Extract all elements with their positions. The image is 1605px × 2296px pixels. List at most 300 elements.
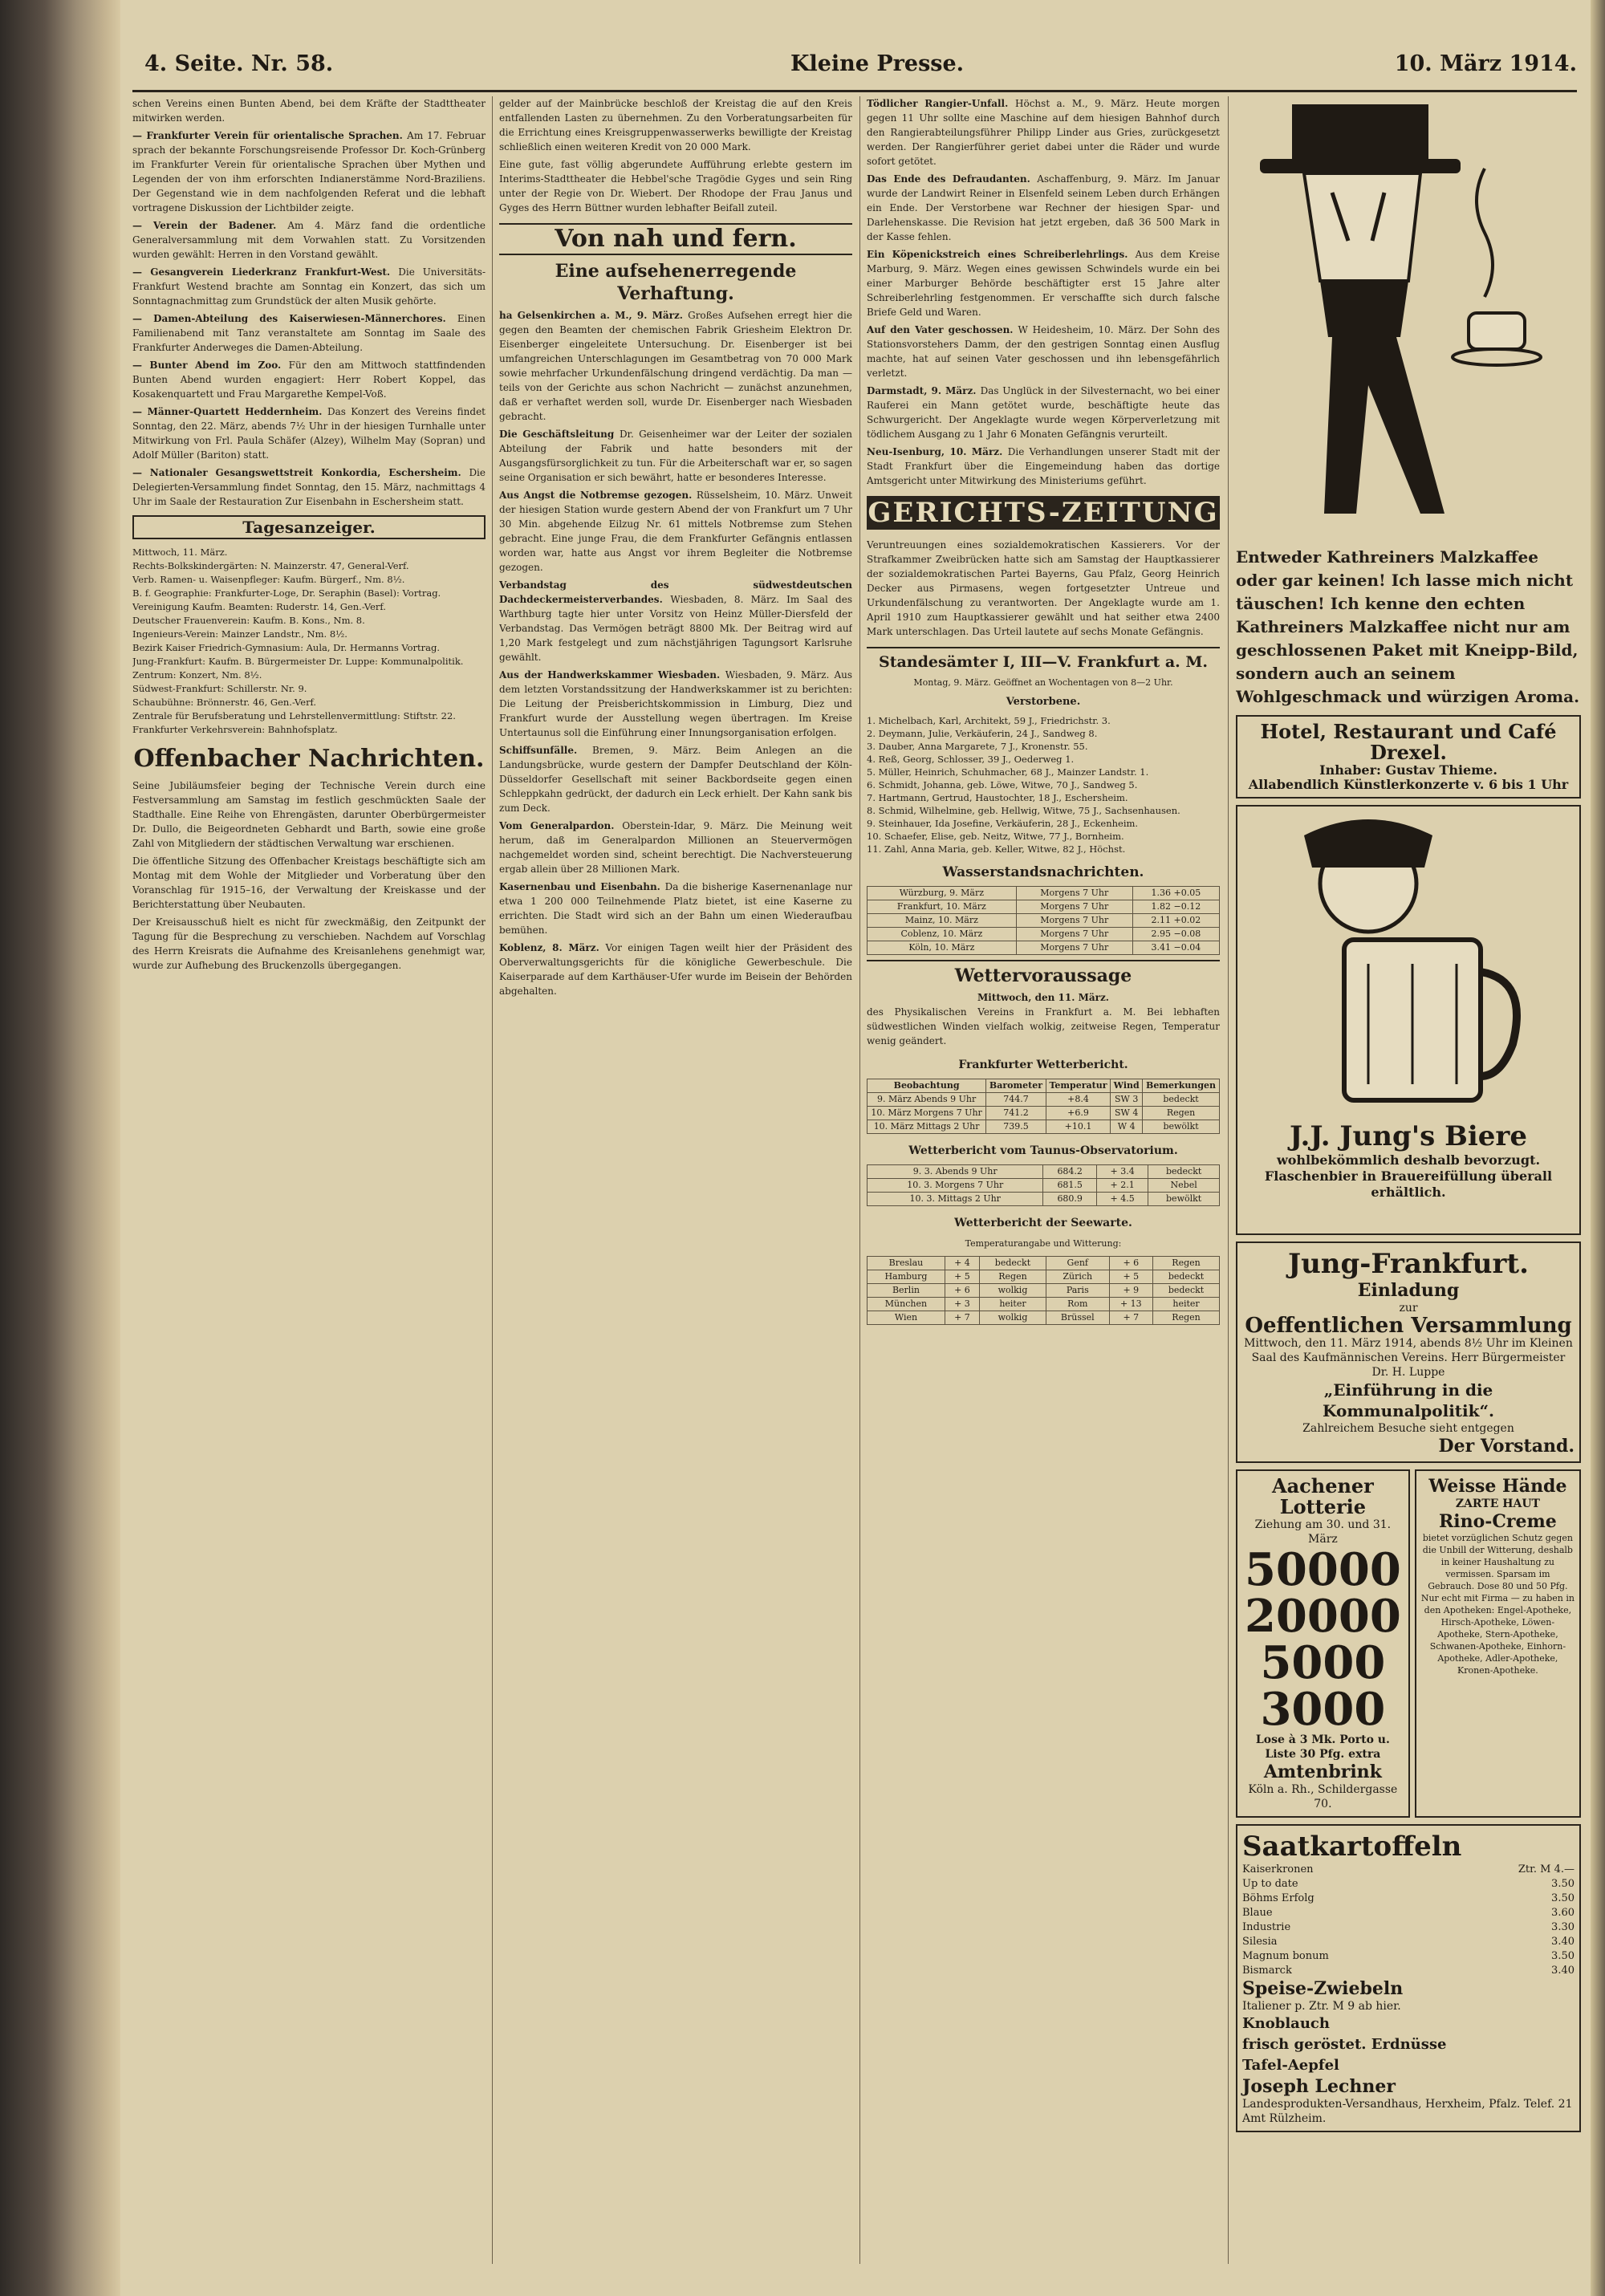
lechner-name: Joseph Lechner bbox=[1242, 2076, 1396, 2097]
article-text: Für den am Mittwoch stattfindenden Bunten Abend wurden engagiert: Herr Robert Koppel, das Kosakenquartett und Frau Margarethe Kempel-Voß. bbox=[132, 360, 486, 400]
article bbox=[499, 880, 852, 937]
wettervoraussage-heading: Wettervoraussage bbox=[867, 960, 1220, 987]
article-lead: Ein Köpenickstreich eines Schreiberlehrlings. bbox=[867, 249, 1136, 260]
death-entry: 2. Deymann, Julie, Verkäuferin, 24 J., Sandweg 8. bbox=[867, 728, 1098, 739]
table-cell: Regen bbox=[1153, 1257, 1220, 1270]
offenbach-heading: Offenbacher Nachrichten. bbox=[133, 745, 485, 773]
table-cell: +6.9 bbox=[1046, 1107, 1111, 1120]
table-cell: Coblenz, 10. März bbox=[868, 928, 1017, 941]
wasserstand-table bbox=[867, 886, 1220, 955]
newspaper-page bbox=[120, 0, 1591, 2296]
article-text: Aschaffenburg, 9. März. Im Januar wurde der Landwirt Reiner in Elsenfeld seinem Leben durch Erhängen ein Ende. Der Verstorbene war Rechner der hiesigen Spar- und Darlehenskasse. Die Revision hat jetzt ergeben, daß 36 500 Mark in der Kasse fehlen. bbox=[867, 173, 1220, 242]
article-lead: — Gesangverein Liederkranz Frankfurt-West. bbox=[132, 266, 399, 278]
table-cell: + 9 bbox=[1109, 1284, 1152, 1298]
article bbox=[132, 358, 486, 401]
column-intro: gelder auf der Mainbrücke beschloß der Kreistag die auf den Kreis entfallenden Lasten zu übernehmen. Zu den Vorberatungsarbeiten für die Errichtung eines Kreisgruppenwasserwerks bewilligte der Kreistag schließlich einen weiteren Kredit von 20 000 Mark. bbox=[499, 98, 852, 152]
jung-frankfurt-sign: Der Vorstand. bbox=[1438, 1436, 1575, 1457]
article-lead: Koblenz, 8. März. bbox=[499, 942, 606, 953]
rino-pharmacies: Nur echt mit Firma — zu haben in den Apotheken: Engel-Apotheke, Hirsch-Apotheke, Löwen-Apotheke, Stern-Apotheke, Schwanen-Apotheke, Einhorn-Apotheke, Adler-Apotheke, Kronen-Apotheke. bbox=[1420, 1593, 1575, 1676]
table-cell: bedeckt bbox=[1153, 1284, 1220, 1298]
saat-variety: Magnum bonum bbox=[1242, 1950, 1329, 1962]
court-report: Veruntreuungen eines sozialdemokratischen Kassierers. Vor der Strafkammer Zweibrücken hatte sich am Samstag der Hauptkassierer der sozialdemokratischen Partei Bayerns, Gau Pfalz, Georg Heinrich Decker aus Pirmasens, wegen fortgesetzter Untreue und Urkundenfälschung zu verantworten. Der Angeklagte wurde am 1. April 1910 zum Hauptkassierer gewählt und hat seither etwa 2400 Mark unterschlagen. Das Urteil lautete auf sechs Monate Gefängnis. bbox=[867, 539, 1220, 637]
section-heading: Von nah und fern. bbox=[499, 223, 852, 255]
saat-price: 3.40 bbox=[1551, 1936, 1575, 1948]
article bbox=[867, 384, 1220, 441]
jung-frankfurt-meeting: Oeffentlichen Versammlung bbox=[1245, 1314, 1572, 1338]
table-header-row bbox=[868, 1079, 1220, 1093]
seewarte-row bbox=[868, 1257, 1220, 1270]
top-hat-figure-icon bbox=[1236, 96, 1581, 546]
aachen-lose: Lose à 3 Mk. Porto u. Liste 30 Pfg. extra bbox=[1255, 1733, 1390, 1761]
regional-news-list bbox=[499, 308, 852, 998]
article-lead: Das Ende des Defraudanten. bbox=[867, 173, 1038, 185]
article-text: Einen Familienabend mit Tanz veranstaltete am Sonntag im Saale des Frankfurter Anderweges die Damen-Abteilung. bbox=[132, 313, 486, 353]
article-lead: Tödlicher Rangier-Unfall. bbox=[867, 98, 1016, 109]
article-lead: Die Geschäftsleitung bbox=[499, 429, 620, 440]
death-entry: 8. Schmid, Wilhelmine, geb. Hellwig, Witwe, 75 J., Sachsenhausen. bbox=[867, 805, 1180, 816]
article bbox=[132, 404, 486, 462]
jung-frankfurt-title: Jung-Frankfurt. bbox=[1288, 1248, 1529, 1280]
zwiebel-title: Speise-Zwiebeln bbox=[1242, 1978, 1404, 1999]
weather-row bbox=[868, 1093, 1220, 1107]
article-lead: Vom Generalpardon. bbox=[499, 820, 623, 831]
seewarte-heading: Wetterbericht der Seewarte. bbox=[954, 1217, 1132, 1229]
table-cell: Köln, 10. März bbox=[868, 941, 1017, 955]
verstorbene-label: Verstorbene. bbox=[1006, 696, 1081, 708]
table-cell: + 6 bbox=[945, 1284, 979, 1298]
table-cell: 681.5 bbox=[1043, 1179, 1097, 1193]
table-cell: 10. 3. Morgens 7 Uhr bbox=[868, 1179, 1043, 1193]
jung-frankfurt-topic: „Einführung in die Kommunalpolitik“. bbox=[1323, 1380, 1494, 1420]
seewarte-subheading: Temperaturangabe und Witterung: bbox=[965, 1238, 1122, 1249]
saat-row bbox=[1242, 1935, 1575, 1949]
table-cell: 741.2 bbox=[986, 1107, 1046, 1120]
weather-row bbox=[868, 1120, 1220, 1134]
death-entry: 6. Schmidt, Johanna, geb. Löwe, Witwe, 70 J., Sandweg 5. bbox=[867, 779, 1138, 790]
article-lead: ha Gelsenkirchen a. M., 9. März. bbox=[499, 310, 689, 321]
table-cell: bewölkt bbox=[1148, 1193, 1220, 1206]
table-cell: + 13 bbox=[1109, 1298, 1152, 1311]
article-text: Das Unglück in der Silvesternacht, wo bei einer Rauferei ein Mann getötet wurde, beschäftigte heute das Schwurgericht. Der Angeklagte wurde wegen Körperverletzung mit tödlichem Ausgang zu 1 Jahr 6 Monaten Gefängnis verurteilt. bbox=[867, 385, 1220, 440]
table-cell: Morgens 7 Uhr bbox=[1016, 914, 1132, 928]
taunus-heading: Wetterbericht vom Taunus-Observatorium. bbox=[908, 1144, 1178, 1157]
table-cell: 2.11 +0.02 bbox=[1132, 914, 1219, 928]
rino-brand: Rino-Creme bbox=[1438, 1511, 1557, 1532]
article bbox=[499, 308, 852, 424]
saat-row bbox=[1242, 1892, 1575, 1906]
jung-frankfurt-zur: zur bbox=[1399, 1302, 1418, 1315]
table-cell: 9. März Abends 9 Uhr bbox=[868, 1093, 986, 1107]
saat-variety: Kaiserkronen bbox=[1242, 1863, 1314, 1875]
saat-row bbox=[1242, 1920, 1575, 1935]
table-cell: 739.5 bbox=[986, 1120, 1046, 1134]
article-text: Die Verhandlungen unserer Stadt mit der Stadt Frankfurt über die Eingemeindung haben das dortige Amtsgericht unter Mitwirkung des Ministeriums geführt. bbox=[867, 446, 1220, 486]
article-lead: — Verein der Badener. bbox=[132, 220, 288, 231]
aachen-prize: 50000 bbox=[1244, 1543, 1401, 1596]
lechner-text: Landesprodukten-Versandhaus, Herxheim, Pfalz. Telef. 21 Amt Rülzheim. bbox=[1242, 2098, 1573, 2125]
saat-price: Ztr. M 4.— bbox=[1518, 1863, 1575, 1875]
table-cell: +8.4 bbox=[1046, 1093, 1111, 1107]
offenbach-paragraph: Seine Jubiläumsfeier beging der Technische Verein durch eine Festversammlung am Samstag im festlich geschmückten Saale der Stadthalle. Eine Reihe von Ehrengästen, darunter Oberbürgermeister Dr. Dullo, die Beigeordneten Gebhardt und Barth, sowie eine große Zahl von Mitgliedern der städtischen Verwaltung war erschienen. bbox=[132, 780, 486, 849]
article-lead: — Bunter Abend im Zoo. bbox=[132, 360, 289, 371]
article bbox=[499, 427, 852, 485]
aachen-lottery-ad bbox=[1236, 1469, 1410, 1818]
newspaper-title: Kleine Presse. bbox=[790, 51, 965, 76]
seewarte-row bbox=[868, 1311, 1220, 1325]
taunus-row bbox=[868, 1165, 1220, 1179]
saat-variety: Böhms Erfolg bbox=[1242, 1892, 1314, 1904]
table-cell: Berlin bbox=[868, 1284, 945, 1298]
table-cell: Rom bbox=[1046, 1298, 1109, 1311]
table-cell: 9. 3. Abends 9 Uhr bbox=[868, 1165, 1043, 1179]
tagesanzeiger-entry: Frankfurter Verkehrsverein: Bahnhofsplatz. bbox=[132, 724, 338, 735]
death-entry: 11. Zahl, Anna Maria, geb. Keller, Witwe, 82 J., Höchst. bbox=[867, 843, 1126, 855]
article bbox=[132, 265, 486, 308]
article-text: Höchst a. M., 9. März. Heute morgen gegen 11 Uhr sollte eine Maschine auf dem hiesigen Bahnhof durch den Rangierabteilungsführer Philipp Linder aus Gries, zurückgesetzt werden. Der Rangierführer geriet dabei unter die Räder und wurde sofort getötet. bbox=[867, 98, 1220, 167]
death-entry: 9. Steinhauer, Ida Josefine, Verkäuferin, 28 J., Eckenheim. bbox=[867, 818, 1139, 829]
article-lead: Verbandstag des südwestdeutschen Dachdeckermeisterverbandes. bbox=[499, 579, 852, 605]
saat-row bbox=[1242, 1863, 1575, 1877]
wasserstand-row bbox=[868, 900, 1220, 914]
jung-beer-title: J.J. Jung's Biere bbox=[1290, 1120, 1527, 1152]
article-text: Am 4. März fand die ordentliche Generalversammlung mit dem Vorwahlen statt. Zu Vorsitzenden wurden gewählt: Herren in den Vorstand gewählt. bbox=[132, 220, 486, 260]
tagesanzeiger-entry: Schaubühne: Brönnerstr. 46, Gen.-Verf. bbox=[132, 697, 317, 708]
article-lead: — Damen-Abteilung des Kaiserwiesen-Männerchores. bbox=[132, 313, 457, 324]
tagesanzeiger-entry: Zentrale für Berufsberatung und Lehrstellenvermittlung: Stiftstr. 22. bbox=[132, 710, 456, 721]
table-cell: heiter bbox=[980, 1298, 1046, 1311]
taunus-row bbox=[868, 1179, 1220, 1193]
article bbox=[132, 465, 486, 509]
article bbox=[867, 96, 1220, 169]
article bbox=[132, 311, 486, 355]
table-header-cell: Temperatur bbox=[1046, 1079, 1111, 1093]
column-divider bbox=[1228, 96, 1229, 2264]
tagesanzeiger-entry: B. f. Geographie: Frankfurter-Loge, Dr. Seraphin (Basel): Vortrag. bbox=[132, 587, 441, 599]
article-lead: — Männer-Quartett Heddernheim. bbox=[132, 406, 328, 417]
table-cell: bedeckt bbox=[1153, 1270, 1220, 1284]
wasserstand-row bbox=[868, 887, 1220, 900]
rino-subtitle: ZARTE HAUT bbox=[1455, 1497, 1540, 1510]
aachen-prize: 20000 bbox=[1244, 1590, 1401, 1643]
article-text: Das Konzert des Vereins findet Sonntag, den 22. März, abends 7½ Uhr in der hiesigen Turnhalle unter Mitwirkung von Frl. Paula Schäfer (Alzey), Wilhelm May (Sopran) und Adolf Müller (Bariton) statt. bbox=[132, 406, 486, 461]
page-number: 4. Seite. Nr. 58. bbox=[144, 51, 334, 76]
saat-title: Saatkartoffeln bbox=[1242, 1831, 1462, 1863]
masthead bbox=[132, 50, 1577, 82]
table-cell: Morgens 7 Uhr bbox=[1016, 928, 1132, 941]
jung-frankfurt-note: Zahlreichem Besuche sieht entgegen bbox=[1302, 1422, 1514, 1435]
table-cell: 744.7 bbox=[986, 1093, 1046, 1107]
tagesanzeiger-entry: Südwest-Frankfurt: Schillerstr. Nr. 9. bbox=[132, 683, 307, 694]
table-header-cell: Beobachtung bbox=[868, 1079, 986, 1093]
article-text: Die Universitäts-Frankfurt Westend brachte am Sonntag ein Konzert, das sich um Sonntagnachmittag zum Grundstück der alten Musik gehörte. bbox=[132, 266, 486, 307]
tafel-label: Tafel-Aepfel bbox=[1242, 2057, 1339, 2074]
death-entry: 4. Reß, Georg, Schlosser, 39 J., Oederweg 1. bbox=[867, 754, 1075, 765]
hotel-drexel-concerts: Allabendlich Künstlerkonzerte v. 6 bis 1 Uhr bbox=[1248, 777, 1569, 792]
article-lead: Schiffsunfälle. bbox=[499, 745, 593, 756]
jung-frankfurt-invitation: Einladung bbox=[1357, 1280, 1460, 1301]
offenbach-paragraph: Die öffentliche Sitzung des Offenbacher Kreistags beschäftigte sich am Montag mit dem Wohle der Mitglieder und Vorberatung über den Voranschlag für 1915–16, der Verwaltung der Kreiskasse und der Berichterstattung über Neubauten. bbox=[132, 855, 486, 910]
article-heading: Eine aufsehenerregende Verhaftung. bbox=[555, 261, 797, 304]
rino-creme-ad bbox=[1415, 1469, 1581, 1818]
article bbox=[499, 941, 852, 998]
table-cell: Genf bbox=[1046, 1257, 1109, 1270]
article-text: Rüsselsheim, 10. März. Unweit der hiesigen Station wurde gestern Abend der von Frankfurt um 7 Uhr 30 Min. abgehende Eilzug Nr. 61 mittels Notbremse zum Stehen gebracht. Eine junge Frau, die dem Frankfurter Gefängnis entlassen worden war, hatte aus Angst vor ihrem Begleiter die Notbremse gezogen. bbox=[499, 490, 852, 573]
tagesanzeiger-entry: Jung-Frankfurt: Kaufm. B. Bürgermeister Dr. Luppe: Kommunalpolitik. bbox=[132, 656, 464, 667]
local-news-list bbox=[132, 128, 486, 509]
article-text: Großes Aufsehen erregt hier die gegen den Beamten der chemischen Fabrik Griesheim Elektron Dr. Eisenberger eingeleitete Untersuchung. Dr. Eisenberger ist bei umfangreichen Unterschlagungen im Gesamtbetrag von 70 000 Mark sowie mehrfacher Urkundenfälschung dringend verdächtig. Da man — teils von der Gerichte aus schon Nachricht — zunächst anzunehmen, daß er verhaftet werden soll, wurde Dr. Eisenberger nach Wiesbaden gebracht. bbox=[499, 310, 852, 422]
article bbox=[867, 247, 1220, 319]
table-cell: 1.82 −0.12 bbox=[1132, 900, 1219, 914]
table-header-cell: Barometer bbox=[986, 1079, 1046, 1093]
weather-row bbox=[868, 1107, 1220, 1120]
death-entry: 10. Schaefer, Elise, geb. Neitz, Witwe, 77 J., Bornheim. bbox=[867, 831, 1124, 842]
table-cell: Brüssel bbox=[1046, 1311, 1109, 1325]
tagesanzeiger-entry: Mittwoch, 11. März. bbox=[132, 547, 228, 558]
table-cell: + 5 bbox=[945, 1270, 979, 1284]
death-register bbox=[867, 714, 1220, 855]
table-cell: Regen bbox=[1143, 1107, 1220, 1120]
standesamt-hours: Montag, 9. März. Geöffnet an Wochentagen von 8—2 Uhr. bbox=[913, 677, 1173, 688]
table-cell: Hamburg bbox=[868, 1270, 945, 1284]
table-cell: + 6 bbox=[1109, 1257, 1152, 1270]
table-cell: München bbox=[868, 1298, 945, 1311]
hotel-drexel-owner: Inhaber: Gustav Thieme. bbox=[1319, 762, 1497, 778]
aachen-prize: 3000 bbox=[1260, 1683, 1386, 1736]
jung-beer-text: wohlbekömmlich deshalb bevorzugt. Flaschenbier in Brauereifüllung überall erhältlich. bbox=[1264, 1152, 1553, 1200]
rino-title: Weisse Hände bbox=[1428, 1476, 1567, 1497]
column-divider bbox=[859, 96, 860, 2264]
article-text: Am 17. Februar sprach der bekannte Forschungsreisende Professor Dr. Koch-Grünberg im Frankfurter Verein für orientalische Sprachen über Mythen und Legenden der von ihm erforschten Indianerstämme Nord-Braziliens. Der Gegenstand wie in dem nachfolgenden Referat und die lebhaft vortragene Diskussion der Lichtbilder zeigte. bbox=[132, 130, 486, 213]
saatkartoffel-ad bbox=[1236, 1824, 1581, 2132]
hotel-drexel-title: Hotel, Restaurant und Café Drexel. bbox=[1260, 720, 1557, 764]
beer-mug-icon bbox=[1248, 811, 1569, 1116]
article bbox=[867, 445, 1220, 488]
taunus-weather-table bbox=[867, 1164, 1220, 1206]
tagesanzeiger-entry: Deutscher Frauenverein: Kaufm. B. Kons., Nm. 8. bbox=[132, 615, 365, 626]
article bbox=[499, 743, 852, 815]
saat-row bbox=[1242, 1964, 1575, 1978]
saat-variety: Up to date bbox=[1242, 1878, 1298, 1890]
table-cell: 680.9 bbox=[1043, 1193, 1097, 1206]
saat-price-list bbox=[1242, 1863, 1575, 1978]
table-cell: SW 4 bbox=[1111, 1107, 1143, 1120]
death-entry: 3. Dauber, Anna Margarete, 7 J., Kronenstr. 55. bbox=[867, 741, 1088, 752]
wasserstand-row bbox=[868, 928, 1220, 941]
article-lead: — Nationaler Gesangswettstreit Konkordia, Eschersheim. bbox=[132, 467, 469, 478]
frankfurt-weather-table bbox=[867, 1079, 1220, 1134]
saat-row bbox=[1242, 1906, 1575, 1920]
table-cell: Morgens 7 Uhr bbox=[1016, 941, 1132, 955]
table-cell: bedeckt bbox=[1148, 1165, 1220, 1179]
article-text: Dr. Geisenheimer war der Leiter der sozialen Abteilung der Fabrik und hatte besonders mit der Ausgangsfürsorglichkeit zu tun. Für die Arbeiterschaft war er, so sagen seine Organisation er sich bewährt, hatte er besonderes Interesse. bbox=[499, 429, 852, 483]
table-cell: + 2.1 bbox=[1096, 1179, 1148, 1193]
aachen-prize: 5000 bbox=[1260, 1636, 1386, 1689]
saat-variety: Bismarck bbox=[1242, 1965, 1292, 1977]
column-divider bbox=[492, 96, 493, 2264]
table-cell: Paris bbox=[1046, 1284, 1109, 1298]
table-cell: Zürich bbox=[1046, 1270, 1109, 1284]
zwiebel-text: Italiener p. Ztr. M 9 ab hier. bbox=[1242, 2000, 1401, 2013]
tagesanzeiger-entry: Rechts-Bolkskindergärten: N. Mainzerstr. 47, General-Verf. bbox=[132, 560, 409, 571]
wasserstand-heading: Wasserstandsnachrichten. bbox=[942, 864, 1144, 880]
article bbox=[499, 488, 852, 575]
table-cell: + 7 bbox=[1109, 1311, 1152, 1325]
wasserstand-row bbox=[868, 914, 1220, 928]
kathreiner-illustration bbox=[1236, 96, 1581, 546]
table-cell: Morgens 7 Uhr bbox=[1016, 887, 1132, 900]
table-cell: Breslau bbox=[868, 1257, 945, 1270]
article-lead: Kasernenbau und Eisenbahn. bbox=[499, 881, 665, 892]
saat-row bbox=[1242, 1949, 1575, 1964]
article-lead: — Frankfurter Verein für orientalische Sprachen. bbox=[132, 130, 408, 141]
table-cell: + 7 bbox=[945, 1311, 979, 1325]
death-entry: 1. Michelbach, Karl, Architekt, 59 J., Friedrichstr. 3. bbox=[867, 715, 1111, 726]
aachen-dealer: Amtenbrink bbox=[1263, 1762, 1382, 1782]
table-cell: + 5 bbox=[1109, 1270, 1152, 1284]
table-cell: SW 3 bbox=[1111, 1093, 1143, 1107]
table-cell: Wien bbox=[868, 1311, 945, 1325]
table-cell: 10. März Mittags 2 Uhr bbox=[868, 1120, 986, 1134]
table-cell: bewölkt bbox=[1143, 1120, 1220, 1134]
article bbox=[867, 172, 1220, 244]
table-cell: Nebel bbox=[1148, 1179, 1220, 1193]
masthead-rule bbox=[132, 90, 1577, 92]
taunus-row bbox=[868, 1193, 1220, 1206]
table-cell: bedeckt bbox=[1143, 1093, 1220, 1107]
news-list bbox=[867, 96, 1220, 488]
rino-text: bietet vorzüglichen Schutz gegen die Unbill der Witterung, deshalb in keiner Haushaltung zu vermissen. Sparsam im Gebrauch. Dose 80 und 50 Pfg. bbox=[1422, 1533, 1573, 1591]
article-text: W Heidesheim, 10. März. Der Sohn des Stationsvorstehers Damm, der den gestrigen Sonntag einen Ausflug machte, hat auf seinen Vater geschossen und ihn lebensgefährlich verletzt. bbox=[867, 324, 1220, 379]
table-cell: bedeckt bbox=[980, 1257, 1046, 1270]
article-text: Vor einigen Tagen weilt hier der Präsident des Oberverwaltungsgerichts für die königliche Gewerbeschule. Die Kaiserparade auf dem Karthäuser-Ufer wurde im Beisein der Behörden abgehalten. bbox=[499, 942, 852, 997]
saat-row bbox=[1242, 1877, 1575, 1892]
table-header-cell: Bemerkungen bbox=[1143, 1079, 1220, 1093]
table-cell: Regen bbox=[1153, 1311, 1220, 1325]
tagesanzeiger-entry: Zentrum: Konzert, Nm. 8½. bbox=[132, 669, 262, 681]
hotel-drexel-ad bbox=[1236, 715, 1581, 799]
saat-variety: Silesia bbox=[1242, 1936, 1278, 1948]
article bbox=[499, 819, 852, 876]
erdnuss-label: frisch geröstet. Erdnüsse bbox=[1242, 2036, 1447, 2053]
page-edge bbox=[1591, 0, 1605, 2296]
table-cell: Mainz, 10. März bbox=[868, 914, 1017, 928]
table-cell: 684.2 bbox=[1043, 1165, 1097, 1179]
issue-date: 10. März 1914. bbox=[1394, 51, 1577, 76]
standesamt-heading: Standesämter I, III—V. Frankfurt a. M. bbox=[867, 647, 1220, 671]
column-intro: schen Vereins einen Bunten Abend, bei dem Kräfte der Stadttheater mitwirken werden. bbox=[132, 98, 486, 124]
article-text: Oberstein-Idar, 9. März. Die Meinung weit herum, daß im Generalpardon Millionen an Steuervermögen nachgemeldet worden sind, scheint berechtigt. Die Nachversteuerung ergab allein über 28 Millionen Mark. bbox=[499, 820, 852, 875]
kathreiner-ad-text: Entweder Kathreiners Malzkaffee oder gar keinen! Ich lasse mich nicht täuschen! Ich kenne den echten Kathreiners Malzkaffee nicht nur am geschlossenen Paket mit Kneipp-Bild, sondern auch an seinem Wohlgeschmack und würzigen Aroma. bbox=[1236, 547, 1580, 706]
death-entry: 7. Hartmann, Gertrud, Haustochter, 18 J., Eschersheim. bbox=[867, 792, 1128, 803]
book-binding bbox=[0, 0, 120, 2296]
column-2 bbox=[499, 96, 852, 2264]
article bbox=[499, 668, 852, 740]
knoblauch-label: Knoblauch bbox=[1242, 2015, 1330, 2032]
tagesanzeiger-entry: Vereinigung Kaufm. Beamten: Ruderstr. 14, Gen.-Verf. bbox=[132, 601, 386, 612]
table-cell: heiter bbox=[1153, 1298, 1220, 1311]
article bbox=[132, 128, 486, 215]
table-cell: + 3 bbox=[945, 1298, 979, 1311]
seewarte-table bbox=[867, 1256, 1220, 1325]
table-cell: 10. März Morgens 7 Uhr bbox=[868, 1107, 986, 1120]
article bbox=[499, 578, 852, 664]
table-cell: W 4 bbox=[1111, 1120, 1143, 1134]
table-cell: 1.36 +0.05 bbox=[1132, 887, 1219, 900]
table-cell: + 4.5 bbox=[1096, 1193, 1148, 1206]
seewarte-row bbox=[868, 1270, 1220, 1284]
tagesanzeiger-entry: Verb. Ramen- u. Waisenpfleger: Kaufm. Bürgerf., Nm. 8½. bbox=[132, 574, 405, 585]
aachen-city: Köln a. Rh., Schildergasse 70. bbox=[1248, 1783, 1398, 1810]
column-4-ads bbox=[1236, 96, 1581, 2264]
saat-variety: Blaue bbox=[1242, 1907, 1273, 1919]
table-cell: 10. 3. Mittags 2 Uhr bbox=[868, 1193, 1043, 1206]
aachen-lottery-title: Aachener Lotterie bbox=[1271, 1474, 1374, 1518]
wasserstand-row bbox=[868, 941, 1220, 955]
jung-frankfurt-ad bbox=[1236, 1241, 1581, 1463]
tagesanzeiger-entry: Bezirk Kaiser Friedrich-Gymnasium: Aula, Dr. Hermanns Vortrag. bbox=[132, 642, 441, 653]
article-lead: Aus der Handwerkskammer Wiesbaden. bbox=[499, 669, 725, 681]
seewarte-row bbox=[868, 1298, 1220, 1311]
saat-price: 3.50 bbox=[1551, 1892, 1575, 1904]
column-3 bbox=[867, 96, 1220, 2264]
jung-beer-ad bbox=[1236, 805, 1581, 1235]
seewarte-row bbox=[868, 1284, 1220, 1298]
article-text: Da die bisherige Kasernenanlage nur etwa 1 200 000 Teilnehmende Platz bietet, ist eine Kaserne zu errichten. Die Stadt wird sich an der Bahn um einen Wiederaufbau bemühen. bbox=[499, 881, 852, 936]
aachen-lottery-draw: Ziehung am 30. und 31. März bbox=[1254, 1518, 1392, 1546]
article-lead: Auf den Vater geschossen. bbox=[867, 324, 1018, 335]
table-cell: Regen bbox=[980, 1270, 1046, 1284]
death-entry: 5. Müller, Heinrich, Schuhmacher, 68 J., Mainzer Landstr. 1. bbox=[867, 766, 1149, 778]
table-cell: Frankfurt, 10. März bbox=[868, 900, 1017, 914]
article-text: Die Delegierten-Versammlung findet Sonntag, den 15. März, nachmittags 4 Uhr im Saale der Restauration Zur Eisenbahn in Eschersheim statt. bbox=[132, 467, 486, 507]
table-header-cell: Wind bbox=[1111, 1079, 1143, 1093]
forecast-text: des Physikalischen Vereins in Frankfurt a. M. Bei lebhaften südwestlichen Winden vielfach wolkig, zeitweise Regen, Temperatur wenig geändert. bbox=[867, 1006, 1220, 1046]
tagesanzeiger-list bbox=[132, 546, 486, 737]
article-lead: Aus Angst die Notbremse gezogen. bbox=[499, 490, 697, 501]
saat-price: 3.50 bbox=[1551, 1878, 1575, 1890]
column-1 bbox=[132, 96, 486, 2264]
forecast-date: Mittwoch, den 11. März. bbox=[977, 992, 1109, 1003]
table-cell: + 4 bbox=[945, 1257, 979, 1270]
table-cell: 3.41 −0.04 bbox=[1132, 941, 1219, 955]
offenbach-articles bbox=[132, 778, 486, 973]
table-cell: +10.1 bbox=[1046, 1120, 1111, 1134]
article bbox=[867, 323, 1220, 380]
theater-review: Eine gute, fast völlig abgerundete Aufführung erlebte gestern im Interims-Stadttheater die Hebbel'sche Tragödie Gyges und sein Ring unter der Regie von Dr. Wiebert. Der Rhodope der Frau Janus und Gyges des Herrn Büttner wurden lebhafter Beifall zuteil. bbox=[499, 159, 852, 213]
article-text: Wiesbaden, 9. März. Aus dem letzten Vorstandssitzung der Handwerkskammer ist zu berichten: Die Leitung der Preisberichtskommission in Limburg, Diez und Frankfurt wurde der Ausstellung wegen übertragen. Im Kreise Untertaunus soll die Einführung einer Innungsorganisation erfolgen. bbox=[499, 669, 852, 738]
tagesanzeiger-entry: Ingenieurs-Verein: Mainzer Landstr., Nm. 8½. bbox=[132, 628, 347, 640]
article-lead: Darmstadt, 9. März. bbox=[867, 385, 981, 396]
jung-frankfurt-date: Mittwoch, den 11. März 1914, abends 8½ Uhr im Kleinen Saal des Kaufmännischen Vereins. Herr Bürgermeister Dr. H. Luppe bbox=[1244, 1337, 1573, 1379]
article bbox=[132, 218, 486, 262]
gerichts-zeitung-banner: GERICHTS-ZEITUNG bbox=[868, 497, 1219, 529]
table-cell: wolkig bbox=[980, 1284, 1046, 1298]
saat-price: 3.60 bbox=[1551, 1907, 1575, 1919]
frankfurt-weather-heading: Frankfurter Wetterbericht. bbox=[958, 1059, 1128, 1071]
saat-price: 3.40 bbox=[1551, 1965, 1575, 1977]
saat-price: 3.50 bbox=[1551, 1950, 1575, 1962]
table-cell: Würzburg, 9. März bbox=[868, 887, 1017, 900]
table-cell: Morgens 7 Uhr bbox=[1016, 900, 1132, 914]
saat-price: 3.30 bbox=[1551, 1921, 1575, 1933]
offenbach-paragraph: Der Kreisausschuß hielt es nicht für zweckmäßig, den Zeitpunkt der Tagung für die Besprechung zu verschieben. Nachdem auf Vorschlag des Herrn Kreisrats die Aufnahme des Kreisanlehens genehmigt war, wurde zur Aufhebung des Bruckenzolls übergegangen. bbox=[132, 916, 486, 971]
article-text: Bremen, 9. März. Beim Anlegen an die Landungsbrücke, wurde gestern der Dampfer Deutschland der Köln-Düsseldorfer Gesellschaft mit seiner Backbordseite gegen einen Schleppkahn gedrückt, der dadurch ein Leck erhielt. Der Kahn sank bis zum Deck. bbox=[499, 745, 852, 814]
table-cell: + 3.4 bbox=[1096, 1165, 1148, 1179]
article-text: Aus dem Kreise Marburg, 9. März. Wegen eines gewissen Schwindels wurde ein bei einer Marburger Behörde beschäftigter erst 15 Jahre alter Schreiberlehrling festgenommen. Er verschaffte sich durch falsche Briefe Geld und Waren. bbox=[867, 249, 1220, 318]
article-lead: Neu-Isenburg, 10. März. bbox=[867, 446, 1008, 457]
table-cell: 2.95 −0.08 bbox=[1132, 928, 1219, 941]
saat-variety: Industrie bbox=[1242, 1921, 1291, 1933]
